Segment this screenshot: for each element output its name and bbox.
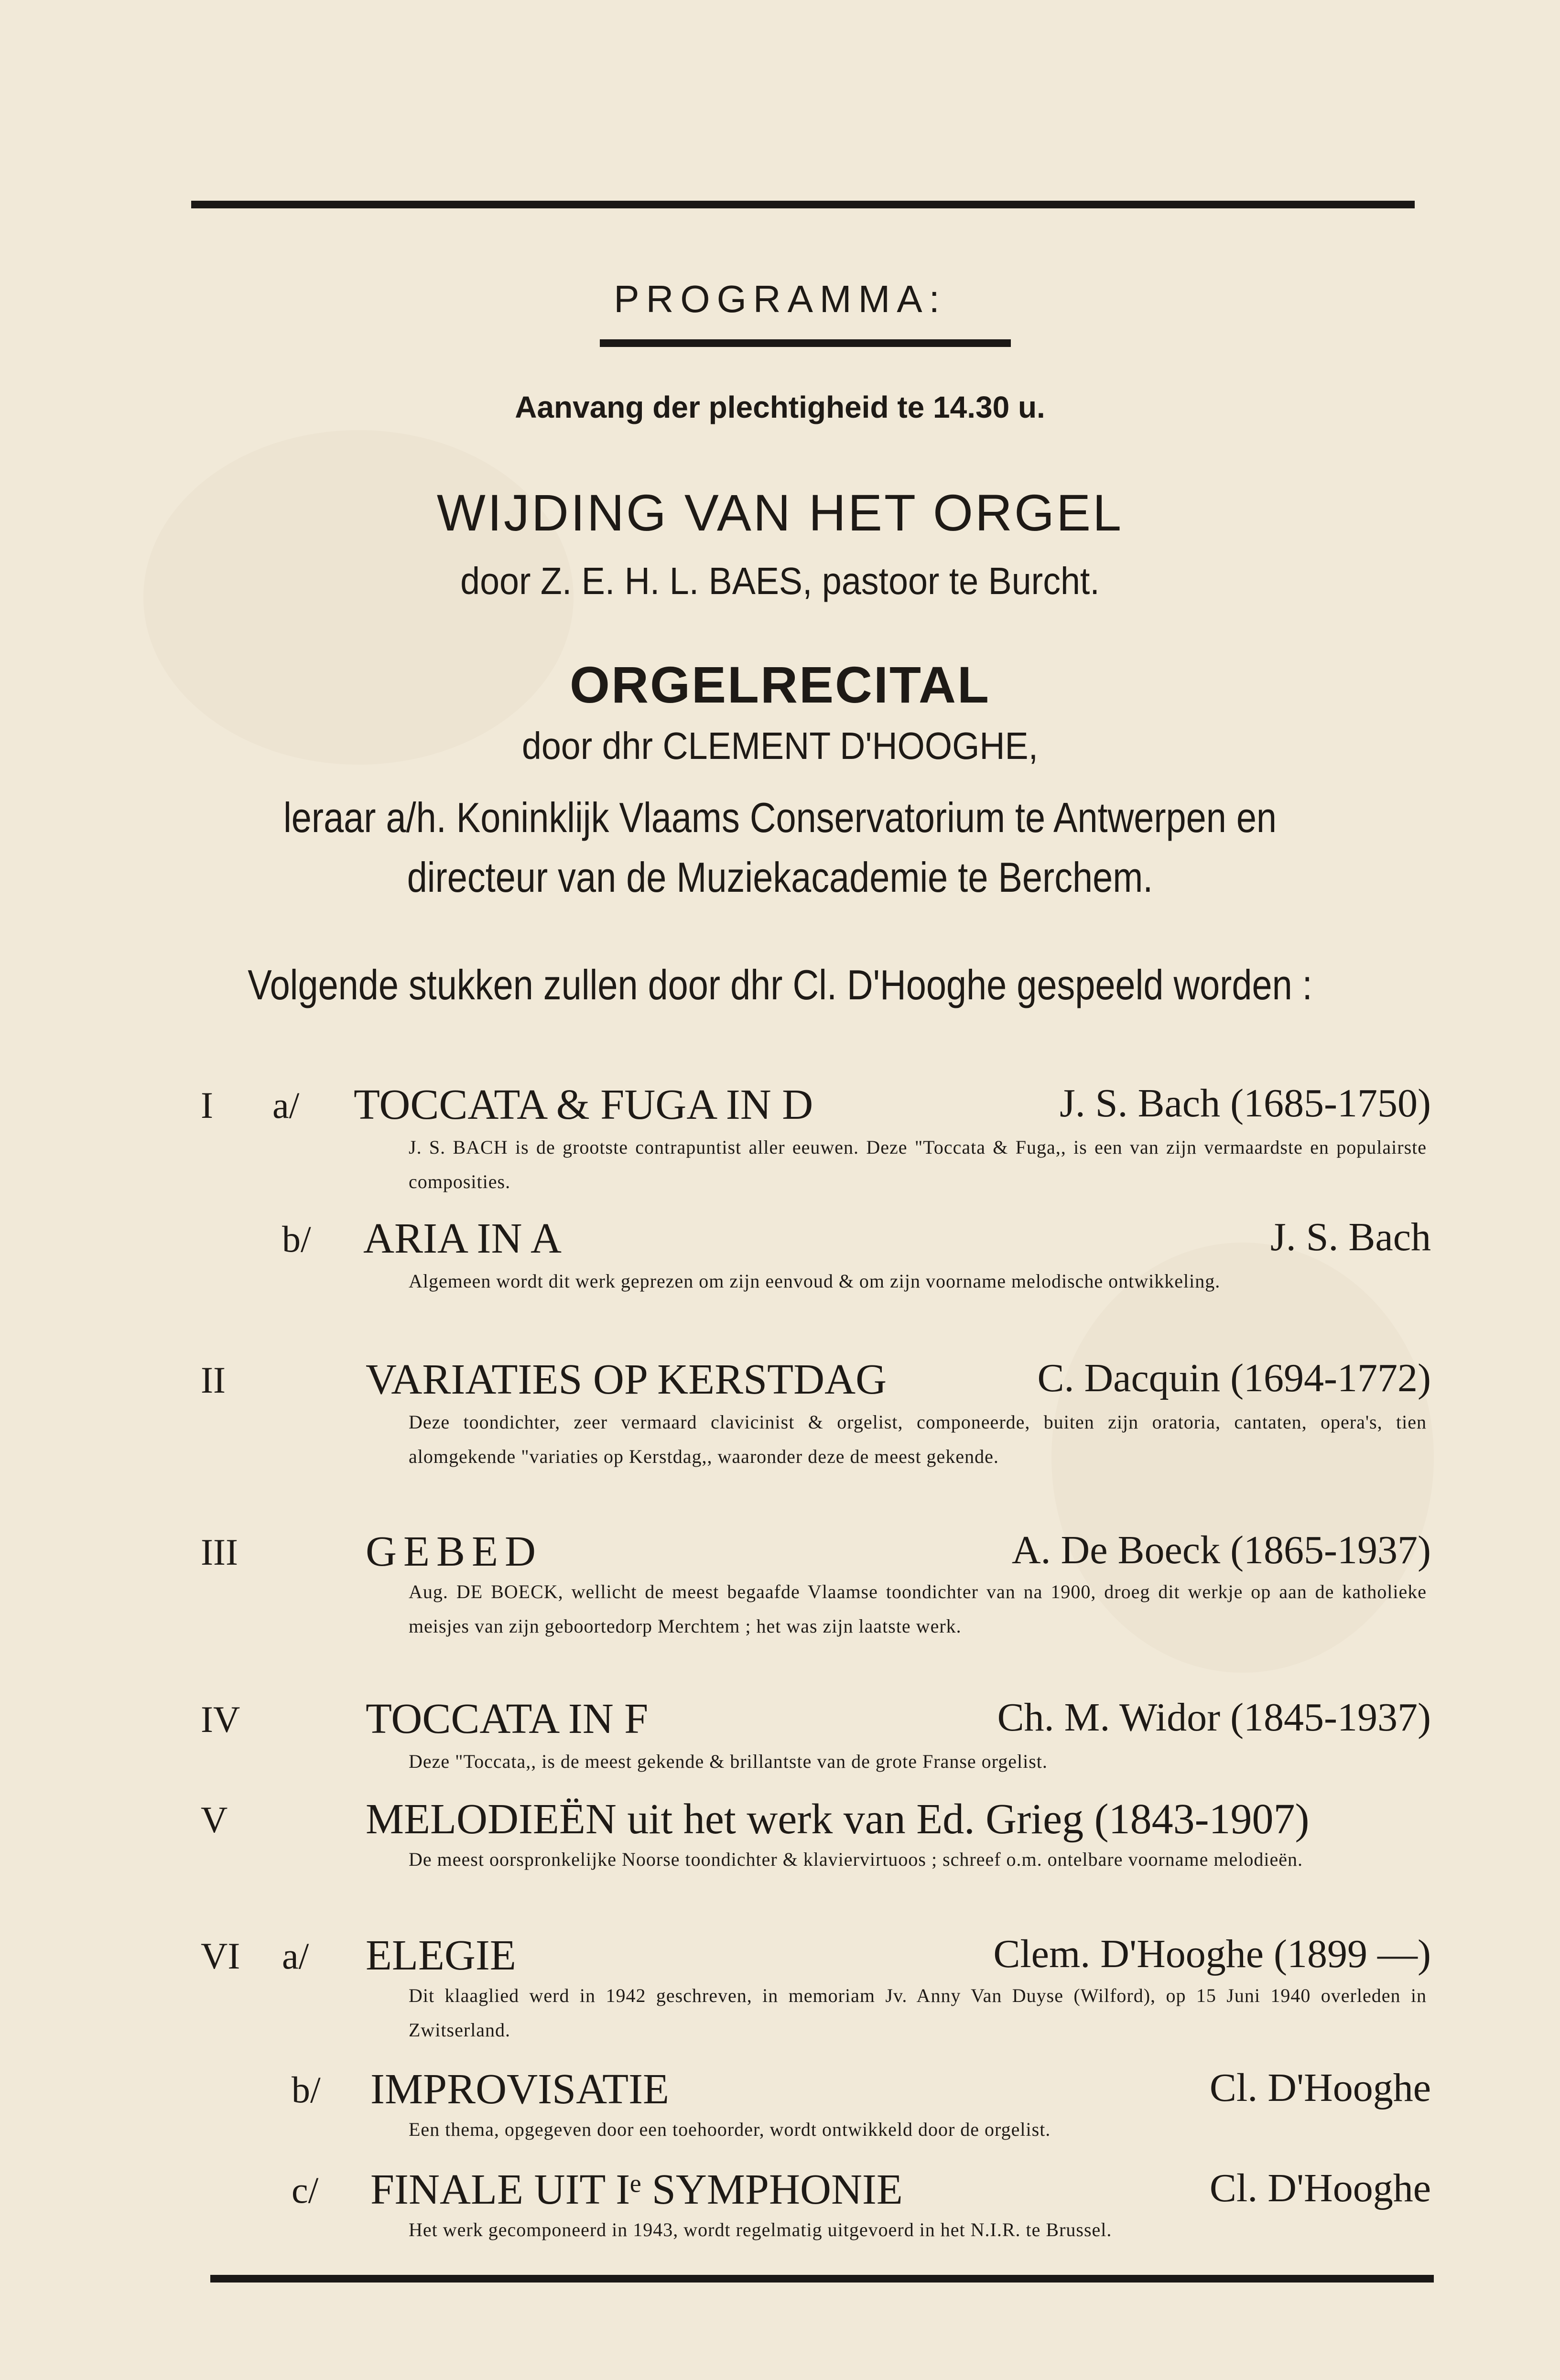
- item-note: Dit klaaglied werd in 1942 geschreven, in memoriam Jv. Anny Van Duyse (Wilford), op 15 Juni 1940 overleden in Zwitserland.: [409, 1985, 1427, 2041]
- item-note: J. S. BACH is de grootste contrapuntist aller eeuwen. Deze "Toccata & Fuga,, is een van zijn vermaardste en populairste composities.: [409, 1136, 1427, 1192]
- item-composer: Clem. D'Hooghe (1899 —): [993, 1932, 1431, 1976]
- item-sub: b/: [292, 2069, 321, 2110]
- recital-by: door dhr CLEMENT D'HOOGHE,: [521, 725, 1039, 767]
- bottom-rule: [210, 2275, 1434, 2283]
- item-sub: a/: [282, 1935, 309, 1977]
- item-title: TOCCATA IN F: [366, 1695, 649, 1742]
- program-item: [0, 1694, 1560, 1742]
- program-item: [0, 1080, 1560, 1128]
- item-title: VARIATIES OP KERSTDAG: [366, 1356, 887, 1403]
- item-composer: A. De Boeck (1865-1937): [1011, 1528, 1431, 1572]
- program-item: [0, 1931, 1560, 1979]
- program-item: [0, 2165, 1560, 2213]
- item-note: Algemeen wordt dit werk geprezen om zijn eenvoud & om zijn voorname melodische ontwikkeling.: [409, 1270, 1221, 1292]
- program-item: [0, 2065, 1560, 2112]
- program-item: [0, 1355, 1560, 1403]
- item-composer: Cl. D'Hooghe: [1209, 2066, 1431, 2110]
- program-item: [0, 1795, 1560, 1842]
- wijding-by: door Z. E. H. L. BAES, pastoor te Burcht.: [460, 560, 1100, 602]
- programma-heading: PROGRAMMA:: [614, 278, 946, 320]
- item-sub: b/: [282, 1218, 311, 1260]
- item-title: GEBED: [366, 1528, 542, 1575]
- program-item: [0, 1527, 1560, 1575]
- item-number: III: [201, 1531, 238, 1573]
- start-time: Aanvang der plechtigheid te 14.30 u.: [515, 390, 1045, 424]
- item-note: Deze toondichter, zeer vermaard clavicinist & orgelist, componeerde, buiten zijn oratoria, cantaten, opera's, tien alomgekende "variaties op Kerstdag,, waaronder deze de meest gekende.: [409, 1411, 1427, 1467]
- item-note: Een thema, opgegeven door een toehoorder, wordt ontwikkeld door de orgelist.: [409, 2119, 1051, 2140]
- program-intro: Volgende stukken zullen door dhr Cl. D'Hooghe gespeeld worden :: [248, 961, 1312, 1008]
- item-title: FINALE UIT Iᵉ SYMPHONIE: [370, 2166, 903, 2213]
- item-composer: C. Dacquin (1694-1772): [1037, 1356, 1431, 1400]
- item-number: I: [201, 1084, 213, 1126]
- item-sub: a/: [272, 1084, 300, 1126]
- item-number: V: [201, 1799, 228, 1840]
- item-title: ARIA IN A: [363, 1215, 562, 1262]
- item-sub: c/: [292, 2169, 319, 2211]
- item-composer: Cl. D'Hooghe: [1209, 2166, 1431, 2210]
- item-composer: J. S. Bach: [1270, 1215, 1431, 1259]
- recital-role-line2: directeur van de Muziekacademie te Berchem.: [407, 854, 1153, 901]
- item-composer: Ch. M. Widor (1845-1937): [997, 1695, 1431, 1740]
- item-number: VI: [201, 1935, 240, 1977]
- item-note: Deze "Toccata,, is de meest gekende & brillantste van de grote Franse orgelist.: [409, 1751, 1048, 1772]
- item-composer: J. S. Bach (1685-1750): [1060, 1081, 1431, 1125]
- item-note: Het werk gecomponeerd in 1943, wordt regelmatig uitgevoerd in het N.I.R. te Brussel.: [409, 2219, 1112, 2240]
- recital-role-line1: leraar a/h. Koninklijk Vlaams Conservatorium te Antwerpen en: [283, 794, 1277, 841]
- item-number: II: [201, 1359, 226, 1401]
- item-note: De meest oorspronkelijke Noorse toondichter & klaviervirtuoos ; schreef o.m. ontelbare voorname melodieën.: [409, 1849, 1303, 1870]
- program-item: [0, 1214, 1560, 1262]
- item-title: IMPROVISATIE: [370, 2066, 670, 2113]
- wijding-title: WIJDING VAN HET ORGEL: [436, 484, 1124, 541]
- item-title: MELODIEËN uit het werk van Ed. Grieg (1843-1907): [366, 1796, 1310, 1843]
- item-number: IV: [201, 1698, 240, 1740]
- top-rule: [191, 201, 1415, 208]
- item-note: Aug. DE BOECK, wellicht de meest begaafde Vlaamse toondichter van na 1900, droeg dit werkje op aan de katholieke meisjes van zijn geboortedorp Merchtem ; het was zijn laatste werk.: [409, 1581, 1427, 1637]
- item-title: TOCCATA & FUGA IN D: [354, 1081, 813, 1128]
- programma-underline: [600, 339, 1011, 347]
- recital-title: ORGELRECITAL: [570, 656, 990, 714]
- item-title: ELEGIE: [366, 1932, 516, 1979]
